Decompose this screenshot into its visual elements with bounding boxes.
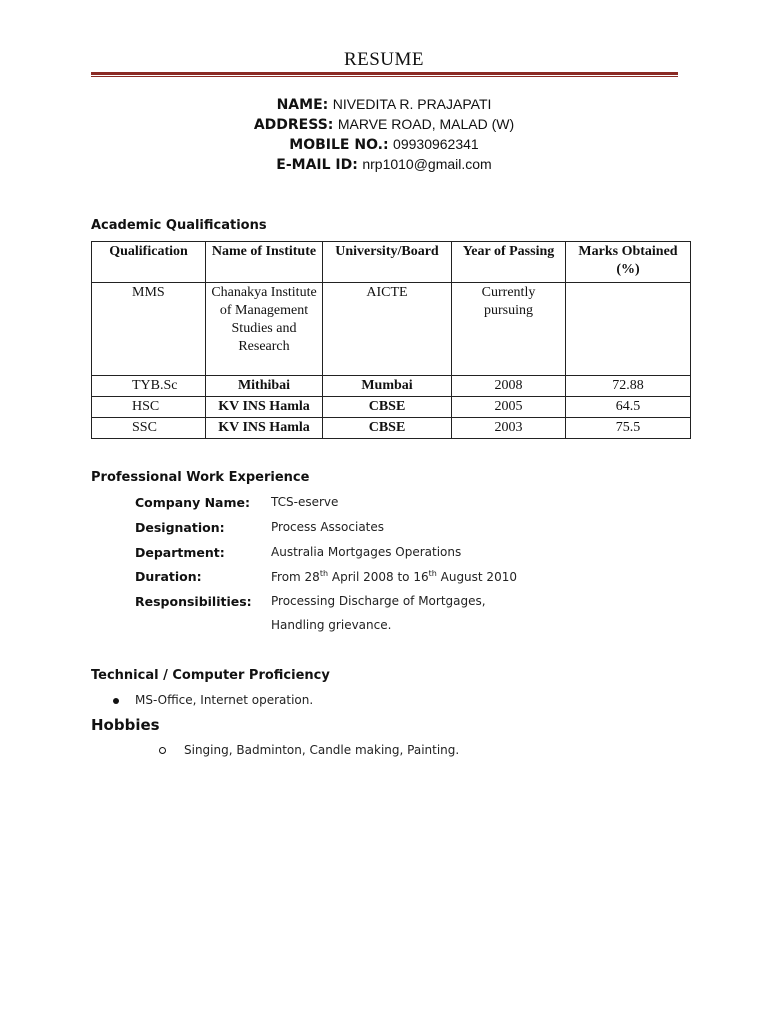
responsibilities-value-line2: Handling grievance.: [271, 618, 392, 632]
title-rule-thick: [91, 72, 678, 75]
bullet-dot-icon: [113, 698, 119, 704]
hobbies-heading: Hobbies: [91, 716, 160, 734]
academic-table: [91, 241, 691, 439]
table-cell: HSC: [92, 397, 206, 418]
designation-label: Designation:: [135, 520, 225, 535]
experience-heading: Professional Work Experience: [91, 470, 310, 485]
responsibilities-label: Responsibilities:: [135, 594, 252, 609]
name-label: NAME: [276, 97, 323, 113]
header-year: Year of Passing: [452, 242, 566, 283]
table-row: [92, 397, 691, 418]
table-cell: CBSE: [323, 397, 452, 418]
contact-email-line: E-MAIL ID: nrp1010@gmail.com: [276, 156, 492, 173]
title-rule-thin: [91, 76, 678, 77]
department-label: Department:: [135, 545, 225, 560]
resume-title: RESUME: [343, 49, 425, 70]
list-item: [159, 743, 459, 757]
mobile-label: MOBILE NO.: [289, 137, 383, 153]
table-cell: 75.5: [566, 418, 691, 439]
header-institute: Name of Institute: [206, 242, 323, 283]
bullet-ring-icon: [159, 747, 166, 754]
table-cell: KV INS Hamla: [206, 397, 323, 418]
mobile-value: 09930962341: [393, 136, 479, 152]
table-cell: MMS: [92, 283, 206, 376]
list-item: [113, 693, 313, 707]
table-row: [92, 283, 691, 376]
hobbies-item: Singing, Badminton, Candle making, Painting.: [184, 743, 460, 757]
department-value: Australia Mortgages Operations: [271, 545, 462, 559]
table-cell: AICTE: [323, 283, 452, 376]
company-value: TCS-eserve: [271, 495, 339, 509]
table-cell: 64.5: [566, 397, 691, 418]
table-cell: KV INS Hamla: [206, 418, 323, 439]
technical-item: MS-Office, Internet operation.: [135, 693, 314, 707]
table-cell: Mumbai: [323, 376, 452, 397]
table-cell: [566, 283, 691, 376]
header-university: University/Board: [323, 242, 452, 283]
contact-address-line: ADDRESS: MARVE ROAD, MALAD (W): [253, 116, 515, 133]
table-cell: Chanakya Institute of Management Studies and Research: [206, 283, 323, 376]
contact-name-line: NAME: NIVEDITA R. PRAJAPATI: [276, 96, 492, 113]
table-cell: CBSE: [323, 418, 452, 439]
designation-value: Process Associates: [271, 520, 385, 534]
table-row: [92, 418, 691, 439]
table-cell: 72.88: [566, 376, 691, 397]
table-cell: Mithibai: [206, 376, 323, 397]
table-cell: SSC: [92, 418, 206, 439]
table-row: [92, 376, 691, 397]
table-cell: Currently pursuing: [452, 283, 566, 376]
email-label: E-MAIL ID: [276, 157, 353, 173]
table-cell: TYB.Sc: [92, 376, 206, 397]
company-label: Company Name:: [135, 495, 250, 510]
table-cell: 2003: [452, 418, 566, 439]
contact-mobile-line: MOBILE NO.: 09930962341: [289, 136, 479, 153]
contact-block: [0, 95, 768, 175]
email-value: nrp1010@gmail.com: [362, 156, 492, 172]
academic-heading: Academic Qualifications: [91, 218, 267, 233]
address-value: MARVE ROAD, MALAD (W): [337, 116, 515, 132]
header-marks: Marks Obtained (%): [566, 242, 691, 283]
duration-value: From 28th April 2008 to 16th August 2010: [271, 569, 517, 584]
technical-heading: Technical / Computer Proficiency: [91, 668, 330, 683]
table-cell: 2008: [452, 376, 566, 397]
table-cell: 2005: [452, 397, 566, 418]
name-value: NIVEDITA R. PRAJAPATI: [332, 96, 492, 112]
header-qualification: Qualification: [92, 242, 206, 283]
duration-label: Duration:: [135, 569, 202, 584]
responsibilities-value-line1: Processing Discharge of Mortgages,: [271, 594, 486, 608]
address-label: ADDRESS: [253, 117, 328, 133]
academic-header-row: [92, 242, 691, 283]
